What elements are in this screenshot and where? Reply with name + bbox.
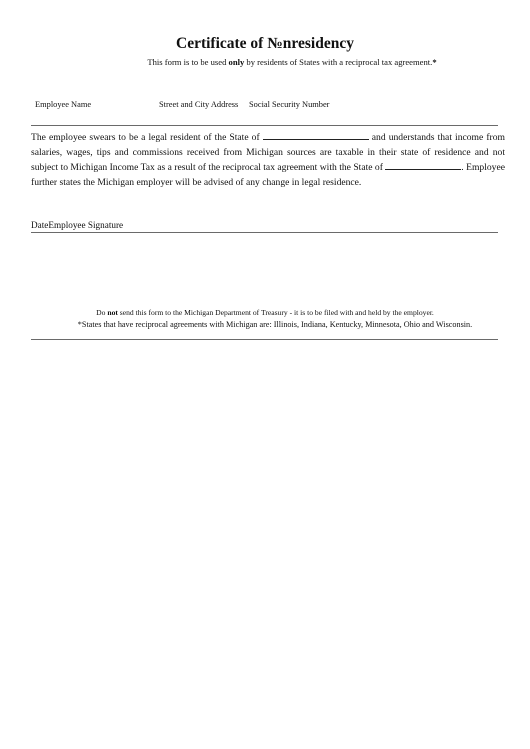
filing-notice-text: Do [96,308,108,317]
residency-statement [31,130,505,190]
statement-part-2: and understands that income from salaries, wages, tips and commissions received from Michigan sources are taxable in their state of residence and not subject to Michigan Income Tax as a result of the reciprocal tax agreement with the State of [31,132,505,173]
filing-notice-text-end: send this form to the Michigan Department of Treasury - it is to be filed with and held by the employer. [117,308,434,317]
form-subtitle [0,57,530,67]
state-of-residence-blank[interactable] [263,130,369,140]
ssn-label: Social Security Number [249,100,330,109]
subtitle-text-end: by residents of States with a reciprocal tax agreement. [244,57,433,67]
date-label: Date [31,220,49,230]
filing-notice [0,308,530,317]
subtitle-asterisk: * [432,57,437,67]
employee-signature-label: Employee Signature [48,220,124,230]
signature-line[interactable] [31,232,498,233]
signature-labels [31,220,123,230]
employee-name-label: Employee Name [35,100,92,109]
statement-part-1: The employee swears to be a legal resident of the State of [31,132,263,143]
employee-info-divider [31,125,498,126]
subtitle-emphasis: only [228,57,245,67]
street-city-address-label: Street and City Address [159,100,239,109]
reciprocal-state-blank[interactable] [385,160,461,170]
statement-part-3: . Employee further states the Michigan employer will be advised of any change in legal residence. [31,162,505,188]
form-title: Certificate of №nresidency [176,35,354,52]
footer-divider [31,339,498,340]
filing-notice-emphasis: not [107,308,118,317]
reciprocal-states-note: *States that have reciprocal agreements with Michigan are: Illinois, Indiana, Kentucky, Minnesota, Ohio and Wisconsin. [77,320,473,329]
subtitle-text: This form is to be used [147,57,229,67]
